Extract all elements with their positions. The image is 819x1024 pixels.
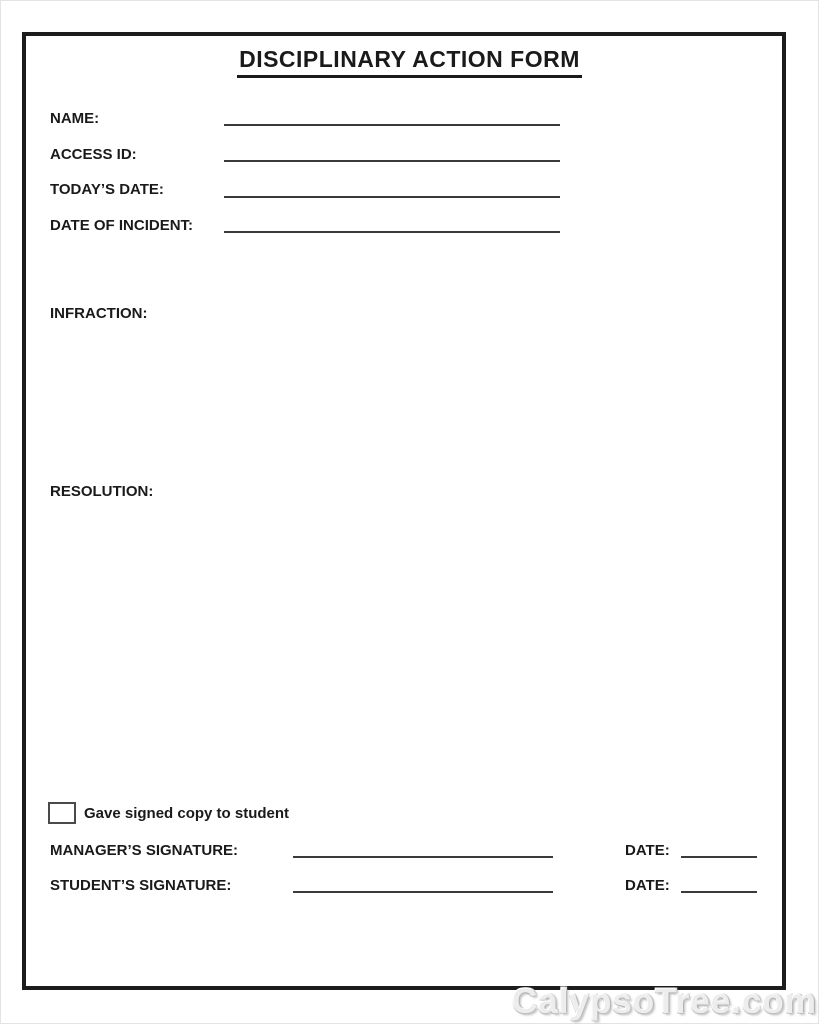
signed-copy-row [48,802,289,824]
student-date-line[interactable] [681,891,757,893]
name-input-line[interactable] [224,124,560,126]
form-title-text: DISCIPLINARY ACTION FORM [237,46,582,78]
form-title [0,46,819,78]
manager-date-line[interactable] [681,856,757,858]
infraction-writein-area[interactable] [50,325,755,475]
date-of-incident-label: DATE OF INCIDENT: [50,217,194,234]
resolution-label: RESOLUTION: [50,483,154,500]
signed-copy-checkbox[interactable] [48,802,76,824]
manager-signature-label: MANAGER’S SIGNATURE: [50,842,239,859]
student-date-label: DATE: [625,877,670,894]
name-label: NAME: [50,110,100,127]
student-signature-line[interactable] [293,891,553,893]
resolution-writein-area[interactable] [50,503,755,783]
infraction-label: INFRACTION: [50,305,148,322]
manager-date-label: DATE: [625,842,670,859]
signed-copy-label: Gave signed copy to student [84,804,290,822]
manager-signature-line[interactable] [293,856,553,858]
todays-date-input-line[interactable] [224,196,560,198]
todays-date-label: TODAY’S DATE: [50,181,164,198]
date-of-incident-input-line[interactable] [224,231,560,233]
access-id-label: ACCESS ID: [50,146,137,163]
access-id-input-line[interactable] [224,160,560,162]
watermark-text: CalypsoTree.com [512,982,817,1021]
student-signature-label: STUDENT’S SIGNATURE: [50,877,232,894]
